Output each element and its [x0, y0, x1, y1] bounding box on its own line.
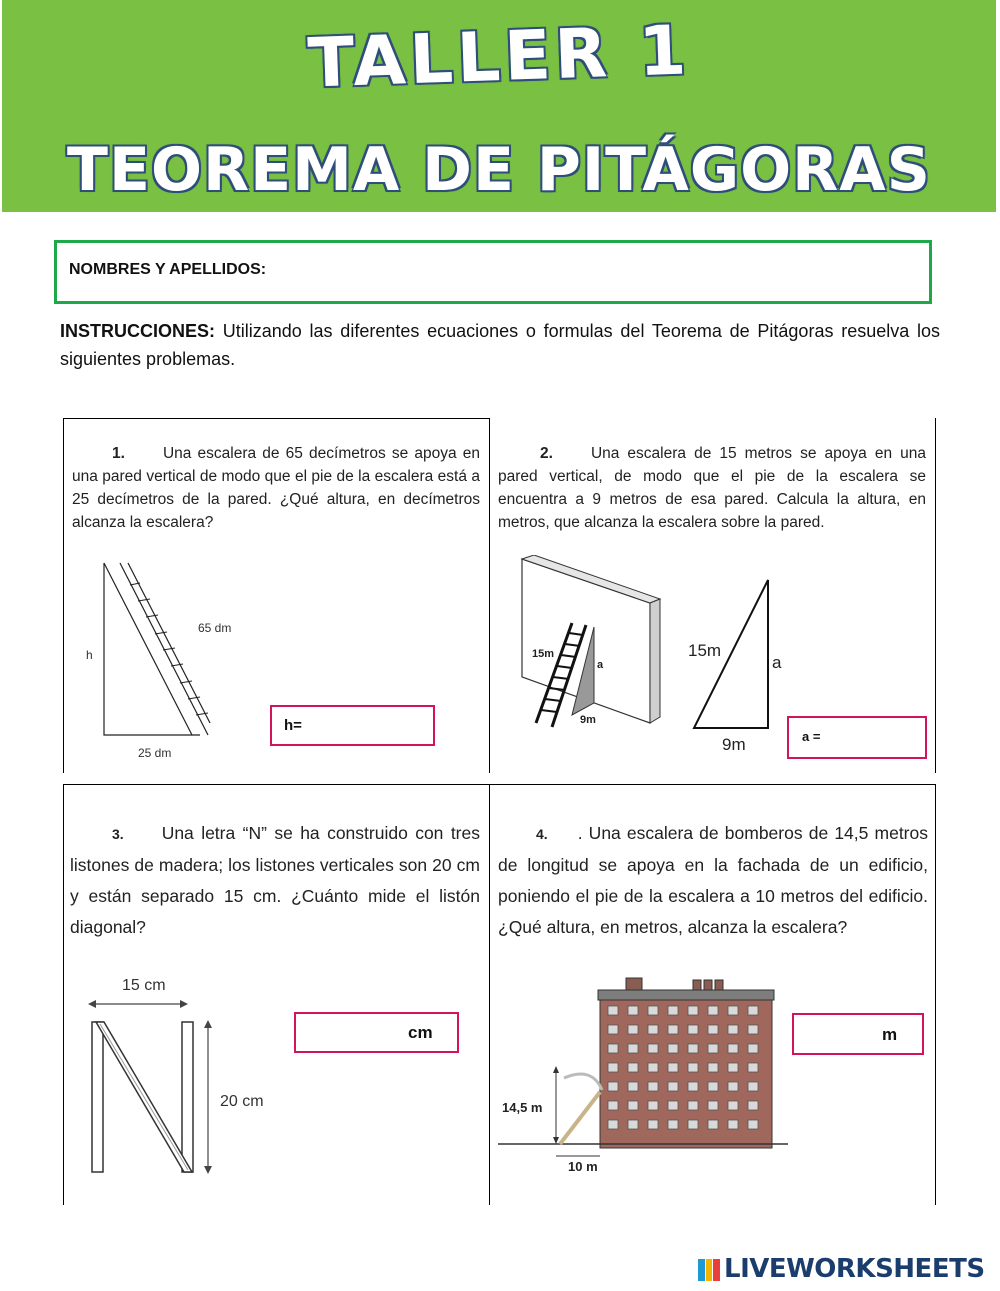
- building-window: [628, 1044, 638, 1053]
- problem-1-number: 1.: [112, 445, 125, 462]
- figure-2a-hyp-label: 15m: [532, 648, 555, 660]
- building-window: [728, 1082, 738, 1091]
- building-window: [748, 1063, 758, 1072]
- building-figure-4: [498, 970, 788, 1180]
- answer-box-3[interactable]: [294, 1012, 459, 1053]
- grid-right-border-bottom: [935, 784, 936, 1205]
- problem-2-statement: Una escalera de 15 metros se apoya en una pared vertical, de modo que el pie de la escalera se encuentra a 9 metros de esa pared. Calcula la altura, en metros, que alcanza la escalera sobre la pared.: [498, 445, 926, 531]
- instructions: [60, 317, 940, 373]
- figure-2b-height-label: a: [772, 653, 782, 672]
- building-window: [628, 1025, 638, 1034]
- instructions-text: Utilizando las diferentes ecuaciones o formulas del Teorema de Pitágoras resuelva los siguientes problemas.: [60, 321, 940, 369]
- building-window: [668, 1082, 678, 1091]
- answer-box-2[interactable]: [787, 716, 927, 759]
- n-letter-figure-3: [78, 968, 278, 1183]
- building-window: [608, 1082, 618, 1091]
- figure-2a-base-label: 9m: [580, 714, 596, 726]
- building-window: [668, 1120, 678, 1129]
- title-banner: [2, 0, 996, 212]
- building-window: [648, 1044, 658, 1053]
- building-window: [608, 1006, 618, 1015]
- building-window: [668, 1044, 678, 1053]
- building-window: [708, 1082, 718, 1091]
- problem-1-text: [72, 442, 480, 534]
- building-window: [748, 1082, 758, 1091]
- building-window: [708, 1044, 718, 1053]
- figure-3-height-label: 20 cm: [220, 1093, 264, 1110]
- title-line-1: TALLER 1: [306, 11, 692, 104]
- figure-4-ladder-label: 14,5 m: [502, 1100, 543, 1115]
- figure-2b-hyp-label: 15m: [688, 641, 722, 660]
- building-window: [688, 1044, 698, 1053]
- triangle-figure-2: [680, 572, 790, 757]
- building-window: [728, 1006, 738, 1015]
- building-window: [748, 1025, 758, 1034]
- building-window: [648, 1082, 658, 1091]
- answer-1-label: h=: [284, 717, 302, 734]
- problem-4-statement: . Una escalera de bomberos de 14,5 metros de longitud se apoya en la fachada de un edificio, poniendo el pie de la escalera a 10 metros del edificio. ¿Qué altura, en metros, alcanza la escalera?: [498, 823, 928, 937]
- problem-2-number: 2.: [540, 445, 553, 462]
- brand-name: LIVEWORKSHEETS: [724, 1254, 985, 1284]
- figure-1-height-label: h: [86, 648, 93, 662]
- grid-left-border-top: [63, 418, 64, 773]
- figure-1-hyp-label: 65 dm: [198, 621, 232, 635]
- answer-2-label: a =: [802, 729, 821, 744]
- figure-3-width-label: 15 cm: [122, 977, 166, 994]
- building-window: [648, 1006, 658, 1015]
- building-window: [748, 1101, 758, 1110]
- answer-box-4[interactable]: [792, 1013, 924, 1055]
- building-window: [688, 1063, 698, 1072]
- building-window: [628, 1101, 638, 1110]
- building-window: [728, 1101, 738, 1110]
- building-window: [708, 1025, 718, 1034]
- figure-2b-base-label: 9m: [722, 735, 746, 754]
- problem-4-text: [498, 818, 928, 943]
- ladder-figure-1: [80, 555, 260, 765]
- building-window: [668, 1063, 678, 1072]
- grid-middle-border: [63, 784, 936, 785]
- problem-2-text: [498, 442, 926, 534]
- building-window: [668, 1025, 678, 1034]
- building-window: [728, 1044, 738, 1053]
- building-window: [628, 1082, 638, 1091]
- liveworksheets-icon: [698, 1259, 720, 1281]
- building-window: [748, 1120, 758, 1129]
- building-window: [688, 1101, 698, 1110]
- instructions-label: INSTRUCCIONES:: [60, 321, 216, 341]
- building-window: [668, 1101, 678, 1110]
- building-window: [708, 1006, 718, 1015]
- grid-divider-top: [489, 418, 490, 773]
- building-window: [648, 1063, 658, 1072]
- grid-divider-bottom: [489, 784, 490, 1205]
- building-window: [728, 1063, 738, 1072]
- building-window: [688, 1120, 698, 1129]
- answer-3-unit: cm: [408, 1023, 433, 1042]
- building-window: [728, 1025, 738, 1034]
- problem-3-statement: Una letra “N” se ha construido con tres listones de madera; los listones verticales son 20 cm y están separado 15 cm. ¿Cuánto mide el listón diagonal?: [70, 823, 480, 937]
- building-window: [608, 1120, 618, 1129]
- grid-left-border-bottom: [63, 784, 64, 1205]
- building-window: [688, 1025, 698, 1034]
- building-window: [688, 1006, 698, 1015]
- problem-3-number: 3.: [112, 826, 124, 842]
- building-window: [748, 1006, 758, 1015]
- building-window: [628, 1120, 638, 1129]
- building-window: [608, 1044, 618, 1053]
- building-window: [648, 1101, 658, 1110]
- building-window: [628, 1006, 638, 1015]
- figure-1-base-label: 25 dm: [138, 746, 172, 760]
- building-window: [688, 1082, 698, 1091]
- problem-4-number: 4.: [536, 826, 548, 842]
- grid-top-border: [63, 418, 490, 419]
- building-window: [668, 1006, 678, 1015]
- figure-2a-height-label: a: [597, 659, 604, 671]
- building-window: [608, 1063, 618, 1072]
- wall-ladder-figure-2: [510, 555, 670, 740]
- building-window: [608, 1025, 618, 1034]
- problem-3-text: [70, 818, 480, 943]
- building-window: [648, 1025, 658, 1034]
- building-window: [708, 1063, 718, 1072]
- grid-right-border-top: [935, 418, 936, 773]
- building-window: [648, 1120, 658, 1129]
- answer-box-1[interactable]: [270, 705, 435, 746]
- name-field[interactable]: [54, 240, 932, 304]
- building-window: [608, 1101, 618, 1110]
- problem-1-statement: Una escalera de 65 decímetros se apoya en una pared vertical de modo que el pie de la escalera está a 25 decímetros de la pared. ¿Qué altura, en decímetros alcanza la escalera?: [72, 445, 480, 531]
- building-window: [708, 1120, 718, 1129]
- building-window: [708, 1101, 718, 1110]
- name-field-label: NOMBRES Y APELLIDOS:: [69, 261, 267, 278]
- building-window: [728, 1120, 738, 1129]
- building-window: [748, 1044, 758, 1053]
- figure-4-base-label: 10 m: [568, 1159, 598, 1174]
- building-window: [628, 1063, 638, 1072]
- answer-4-unit: m: [882, 1025, 898, 1044]
- title-line-2: TEOREMA DE PITÁGORAS: [67, 135, 931, 205]
